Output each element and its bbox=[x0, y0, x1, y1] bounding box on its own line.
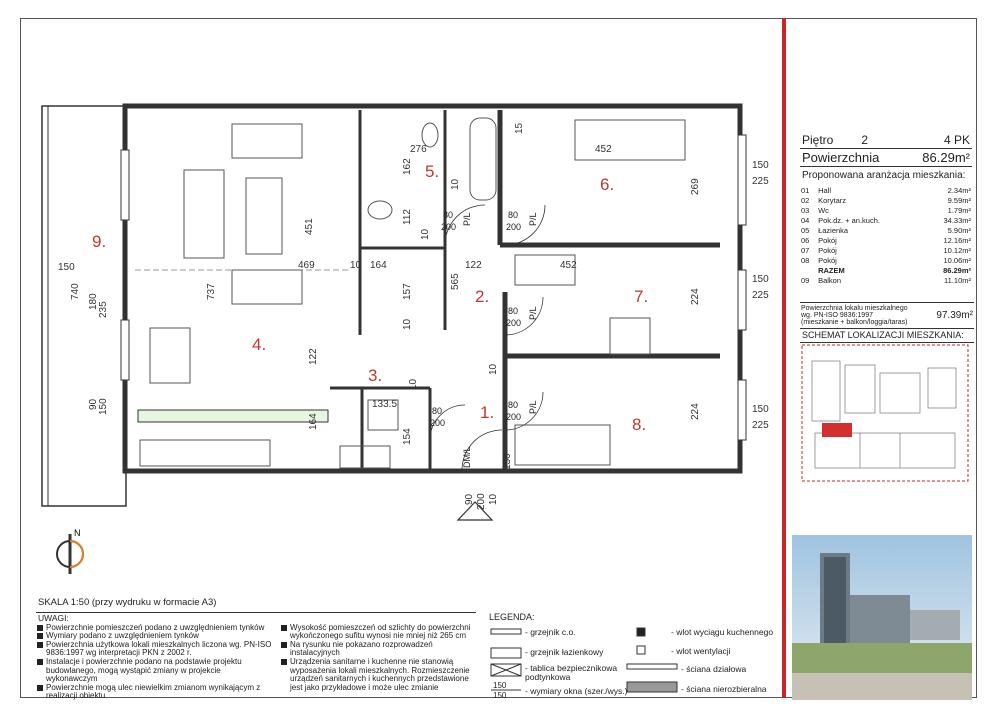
door-width: 80 bbox=[508, 306, 519, 316]
bathtub-icon bbox=[470, 118, 496, 200]
chair-icon bbox=[610, 318, 650, 354]
legend-label: - grzejnik łazienkowy bbox=[525, 647, 604, 657]
door-height: 200 bbox=[441, 222, 457, 232]
room-area: 10.06m² bbox=[943, 255, 971, 265]
summary-line: Powierzchnia lokalu mieszkalnego bbox=[801, 305, 908, 312]
legend-window-top: 150 bbox=[493, 681, 507, 690]
dim-label: 15 bbox=[514, 122, 525, 134]
room-area-row bbox=[800, 245, 972, 255]
room-name: Pokój bbox=[818, 245, 837, 255]
room-area-row bbox=[800, 185, 972, 195]
door-width: 80 bbox=[508, 400, 519, 410]
summary-line: (mieszkanie + balkon/loggia/taras) bbox=[801, 319, 908, 326]
dim-label: 269 bbox=[690, 178, 701, 195]
note-item: Instalacje i powierzchnie podano na podstawie projektu budowlanego, mogą wystąpić zmiany w projekcie wykonawczym bbox=[36, 658, 274, 684]
legend-label: - wlot wyciągu kuchennego bbox=[671, 627, 774, 637]
window-dim: 150 bbox=[752, 274, 769, 285]
dim-label: 112 bbox=[402, 209, 413, 225]
window-living bbox=[121, 150, 129, 220]
window-room8 bbox=[738, 380, 746, 440]
floor-row bbox=[800, 132, 972, 149]
notes-title: UWAGI: bbox=[38, 613, 69, 623]
room-area: 2.34m² bbox=[947, 185, 971, 195]
notes-section bbox=[36, 612, 476, 701]
room-area: 11.10m² bbox=[944, 275, 971, 285]
note-item: Powierzchnie mogą ulec niewielkim zmianom wynikającym z realizacji obiektu bbox=[36, 684, 274, 701]
apartment-info-panel bbox=[800, 132, 972, 285]
window-dim: 225 bbox=[752, 420, 769, 431]
room-name: Hall bbox=[818, 185, 831, 195]
balcony-row bbox=[800, 275, 972, 285]
dim-label: 451 bbox=[304, 218, 315, 235]
apartment-code: 4 PK bbox=[943, 133, 970, 147]
dim-label: 180 bbox=[88, 293, 99, 310]
dim-label: 740 bbox=[70, 283, 81, 300]
dim-label: 200 bbox=[476, 493, 487, 510]
room-number-8: 8. bbox=[632, 415, 647, 434]
legend bbox=[487, 612, 777, 700]
door-side: P/L bbox=[528, 400, 538, 414]
room-no: 02 bbox=[801, 195, 810, 205]
structural-wall-icon bbox=[627, 682, 677, 692]
door-width: 80 bbox=[443, 210, 454, 220]
note-item: Powierzchnie pomieszczeń podano z uwzględnieniem tynków bbox=[36, 624, 274, 633]
dim-label: 164 bbox=[308, 413, 319, 430]
dim-label: 154 bbox=[402, 428, 413, 445]
room-number-2: 2. bbox=[475, 287, 490, 306]
dim-label: 150 bbox=[98, 398, 109, 415]
location-schema-map bbox=[800, 343, 970, 483]
dim-label: 276 bbox=[410, 144, 427, 155]
dim-label: 10 bbox=[408, 378, 419, 390]
room-area-row bbox=[800, 215, 972, 225]
door-height: 200 bbox=[506, 318, 522, 328]
room-number-3: 3. bbox=[368, 366, 383, 385]
vent-icon bbox=[637, 646, 645, 654]
dim-label: 10 bbox=[488, 363, 499, 375]
room-area-row bbox=[800, 255, 972, 265]
armchair-icon bbox=[232, 124, 302, 158]
north-compass-icon bbox=[54, 526, 94, 576]
dim-label: 224 bbox=[690, 403, 701, 420]
legend-label: - ściana nierozbieralna bbox=[681, 684, 767, 694]
room-no: 07 bbox=[801, 245, 810, 255]
scale-note: SKALA 1:50 (przy wydruku w formacie A3) bbox=[38, 597, 217, 608]
window-dim: 150 bbox=[752, 404, 769, 415]
room-name: Pokój bbox=[818, 255, 837, 265]
building-visualization bbox=[792, 535, 972, 700]
dim-label: 150 bbox=[58, 262, 75, 273]
dim-label: 10 bbox=[450, 178, 461, 190]
location-schema-title: SCHEMAT LOKALIZACJI MIESZKANIA: bbox=[800, 329, 974, 343]
bed-icon bbox=[575, 120, 685, 160]
dim-label: 452 bbox=[560, 260, 577, 271]
kitchen-counter bbox=[138, 410, 328, 422]
window-dim: 225 bbox=[752, 290, 769, 301]
room-no: 04 bbox=[801, 215, 810, 225]
room-name: Balkon bbox=[818, 275, 841, 285]
dim-label: 235 bbox=[98, 301, 109, 318]
note-item: Na rysunku nie pokazano rozprowadzeń instalacyjnych bbox=[280, 641, 476, 658]
coffee-table-icon bbox=[246, 178, 282, 254]
floor-label: Piętro bbox=[802, 133, 834, 147]
room-no: 01 bbox=[801, 185, 810, 195]
dim-label: 90 bbox=[464, 493, 475, 505]
room-area: 5.90m² bbox=[947, 225, 971, 235]
kitchen-vent-icon bbox=[637, 628, 645, 636]
sofa-icon bbox=[184, 170, 224, 258]
dim-label: 10 bbox=[420, 228, 431, 240]
bed-icon bbox=[515, 425, 610, 465]
legend-label: - wymiary okna (szer./wys.) bbox=[525, 686, 628, 696]
dim-label: 565 bbox=[450, 273, 461, 290]
area-row bbox=[800, 149, 972, 167]
room-area: 1.79m² bbox=[947, 205, 971, 215]
room-name: Pokój bbox=[818, 235, 837, 245]
window-room6 bbox=[738, 135, 746, 225]
door-width: 80 bbox=[508, 210, 519, 220]
room-area-row bbox=[800, 225, 972, 235]
radiator-icon bbox=[491, 629, 521, 634]
partition-wall-icon bbox=[627, 664, 677, 669]
room-name: Korytarz bbox=[818, 195, 846, 205]
sink-icon bbox=[340, 446, 390, 468]
kitchen-unit-icon bbox=[140, 440, 270, 466]
armchair-icon bbox=[232, 270, 302, 304]
room-no: 09 bbox=[801, 275, 810, 285]
room-no: 06 bbox=[801, 235, 810, 245]
area-label: Powierzchnia bbox=[802, 150, 880, 165]
total-area-summary bbox=[800, 302, 974, 329]
room-area-row bbox=[800, 205, 972, 215]
dim-label: 224 bbox=[690, 288, 701, 305]
window-dim: 150 bbox=[752, 160, 769, 171]
door-height: 200 bbox=[506, 412, 522, 422]
dining-table-icon bbox=[150, 328, 190, 383]
room-area: 10.12m² bbox=[943, 245, 971, 255]
room-area: 34.33m² bbox=[943, 215, 971, 225]
dim-label: 469 bbox=[298, 260, 315, 271]
total-label: RAZEM bbox=[818, 265, 845, 275]
room-number-6: 6. bbox=[600, 175, 615, 194]
dim-label: 133.5 bbox=[372, 399, 398, 410]
apartment-location-marker bbox=[822, 423, 852, 437]
dim-label: 10 bbox=[402, 318, 413, 330]
dim-label: 157 bbox=[402, 283, 413, 300]
room-number-4: 4. bbox=[252, 335, 267, 354]
dim-label: 122 bbox=[465, 260, 482, 271]
towel-radiator-icon bbox=[491, 648, 521, 658]
room-area-row bbox=[800, 235, 972, 245]
room-no: 08 bbox=[801, 255, 810, 265]
dim-label: 130 bbox=[502, 453, 513, 470]
room-number-1: 1. bbox=[480, 403, 495, 422]
door-side: P/L bbox=[528, 306, 538, 320]
compass-label: N bbox=[74, 528, 81, 538]
window-kitchen bbox=[121, 320, 129, 380]
dim-label: 90 bbox=[88, 398, 99, 410]
door-height: 200 bbox=[506, 222, 522, 232]
total-value: 86.29m² bbox=[943, 265, 971, 275]
legend-title: LEGENDA: bbox=[489, 612, 535, 622]
door-side: P/L bbox=[462, 212, 472, 226]
note-item: Urządzenia sanitarne i kuchenne nie stanowią wyposażenia lokali mieszkalnych. Rozmieszczenie urządzeń sanitarnych i kuchennych przedstawione jest jako przykładowe i może ulec zmianie bbox=[280, 658, 476, 692]
room-no: 05 bbox=[801, 225, 810, 235]
door-width: 80 bbox=[432, 406, 443, 416]
area-value: 86.29m² bbox=[922, 150, 970, 165]
summary-value: 97.39m² bbox=[936, 310, 973, 321]
room-name: Wc bbox=[818, 205, 829, 215]
room-area-row bbox=[800, 195, 972, 205]
arrangement-label: Proponowana aranżacja mieszkania: bbox=[802, 170, 966, 181]
door-side: P/L bbox=[528, 212, 538, 226]
window-dim: 225 bbox=[752, 176, 769, 187]
room-number-7: 7. bbox=[634, 287, 649, 306]
dim-label: 737 bbox=[206, 283, 217, 300]
dim-label: 10 bbox=[350, 260, 362, 271]
room-no: 03 bbox=[801, 205, 810, 215]
door-height: 200 bbox=[430, 418, 446, 428]
dim-label: 452 bbox=[595, 144, 612, 155]
room-area: 9.59m² bbox=[947, 195, 971, 205]
room-name: Pok.dz. + an.kuch. bbox=[818, 215, 880, 225]
legend-window-bottom: 150 bbox=[493, 691, 507, 700]
balcony-outline bbox=[42, 106, 126, 506]
note-item: Wysokość pomieszczeń od szlichty do powierzchni wykończonego sufitu wynosi nie mniej niż 265 cm bbox=[280, 624, 476, 641]
legend-label: - ściana działowa bbox=[681, 664, 747, 674]
legend-label: - grzejnik c.o. bbox=[525, 627, 576, 637]
room-area: 12.16m² bbox=[943, 235, 971, 245]
room-name: Łazienka bbox=[818, 225, 849, 235]
dim-label: 164 bbox=[370, 260, 387, 271]
summary-line: wg. PN-ISO 9836:1997 bbox=[801, 312, 873, 319]
note-item: Powierzchnia użytkowa lokali mieszkalnych liczona wg. PN-ISO 9836:1997 wg interpretacji PKN z 2002 r. bbox=[36, 641, 274, 658]
room-number-5: 5. bbox=[425, 162, 440, 181]
legend-label: - wlot wentylacji bbox=[671, 646, 731, 656]
total-row bbox=[800, 265, 972, 275]
dim-label: 162 bbox=[402, 158, 413, 175]
dim-label: 10 bbox=[488, 493, 499, 505]
dim-label: 122 bbox=[308, 348, 319, 365]
window-room7 bbox=[738, 270, 746, 330]
floor-value: 2 bbox=[861, 133, 869, 147]
room-area-table bbox=[800, 185, 972, 285]
legend-label: - tablica bezpiecznikowa podtynkowa bbox=[525, 663, 618, 682]
door-type: DM/L bbox=[462, 446, 472, 468]
room-number-9: 9. bbox=[92, 232, 107, 251]
note-item: Wymiary podano z uwzględnieniem tynków bbox=[36, 632, 274, 641]
washbasin-icon bbox=[368, 201, 392, 219]
